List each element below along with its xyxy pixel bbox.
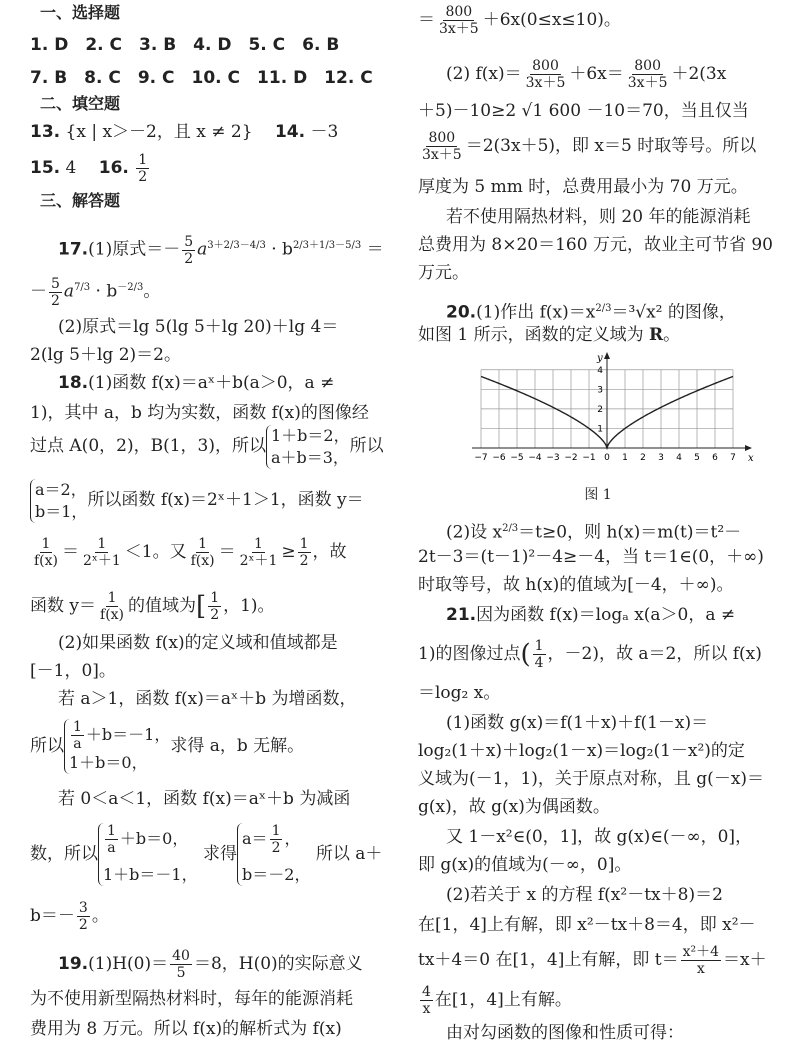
x-tick-label: −3 (546, 453, 560, 463)
q20-line5: 时取等号，故 h(x)的值域为[－4，＋∞)。 (418, 575, 734, 595)
q19-line6: ＋5)－10≥2 √1 600 －10＝70，当且仅当 (418, 101, 749, 121)
q16-label: 16. (98, 158, 129, 178)
x-axis-arrow (745, 445, 752, 451)
x-tick-label: −4 (528, 453, 542, 463)
q15-answer: 4 (65, 158, 77, 178)
x-tick-label: −2 (564, 453, 578, 463)
q20-line4: 2t－3＝(t－1)²－4≥－4，当 t＝1∈(0，＋∞) (418, 547, 764, 567)
x-tick-label: −1 (582, 453, 596, 463)
q21-line4: (1)函数 g(x)＝f(1＋x)＋f(1－x)＝ (446, 713, 709, 733)
q21-line14: 由对勾函数的图像和性质可得： (446, 1023, 684, 1043)
q21-line2: 1)的图像过点( $\frac{1}{4}$ ，－2)，故 a＝2，所以 f(x) (418, 638, 762, 671)
q18-line1: 18.(1)函数 f(x)＝aˣ＋b(a＞0，a ≠ (58, 373, 335, 393)
section-choice-title: 一、选择题 (40, 3, 121, 22)
section-fill-title: 二、填空题 (40, 94, 121, 113)
q19-line1: 19.(1)H(0)＝ $\frac{40}{5}$ ＝8，H(0)的实际意义 (58, 948, 363, 981)
answer-13-14 (30, 121, 382, 143)
q17-line2: － $\frac{5}{2}$ $a^{7/3} \cdot b^{-2/3}$。 (30, 275, 161, 309)
q19-line9: 若不使用隔热材料，则 20 年的能源消耗 (446, 207, 751, 227)
x-tick-label: −5 (510, 453, 524, 463)
x-tick-label: 1 (622, 453, 628, 463)
x-tick-label: 4 (676, 453, 682, 463)
q18-line13: b＝－ $\frac{3}{2}$ 。 (30, 900, 109, 933)
q21-line3: ＝log₂ x。 (418, 683, 501, 703)
q14-label: 14. (274, 122, 306, 142)
x-tick-label: 5 (694, 453, 700, 463)
y-axis-arrow (604, 352, 610, 359)
answer-15-16 (30, 150, 382, 186)
x-tick-label: 2 (640, 453, 646, 463)
q21-line11: 在[1，4]上有解，即 x²－tx＋8＝4，即 x²－ (418, 915, 756, 935)
q19-line5: (2) f(x)＝ $\frac{800}{3x+5}$ ＋6x＝ $\frac{800}{3x+5}$ ＋2(3x (446, 58, 727, 91)
q21-line9: 即 g(x)的值域为(－∞，0]。 (418, 855, 632, 875)
q18-line10: 所以 $\frac{1}{a}$ ＋b＝－1， 1＋b＝0， 求得 a，b 无解。 (30, 719, 305, 772)
x-tick-label: 3 (658, 453, 664, 463)
section-solution-title: 三、解答题 (40, 191, 121, 210)
q19-line7: $\frac{800}{3x+5}$ ＝2(3x＋5)，即 x＝5 时取等号。所以 (422, 130, 757, 163)
x-axis-label: x (748, 453, 754, 464)
q13-answer: {x | x＞－2，且 x ≠ 2} (65, 122, 253, 142)
x-tick-label: −6 (492, 453, 506, 463)
y-tick-label: 3 (597, 385, 603, 396)
q14-answer: －3 (310, 122, 339, 142)
q17-line3: (2)原式＝lg 5(lg 5＋lg 20)＋lg 4＝ (58, 317, 339, 337)
q13-label: 13. (30, 122, 61, 142)
q18-line7: (2)如果函数 f(x)的定义域和值域都是 (58, 633, 338, 653)
q17-line1: 17.(1)原式＝－ $\frac{5}{2}$ $a^{3+2/3-4/3} \cdot b^{2/3+1/3-5/3}$ ＝ (58, 233, 384, 267)
q21-line1: 21.因为函数 f(x)＝logₐ x(a＞0，a ≠ (446, 605, 736, 625)
q18-line9: 若 a＞1，函数 f(x)＝aˣ＋b 为增函数， (58, 689, 357, 709)
figure-caption: 图 1 (584, 487, 612, 503)
q18-line5: $\frac{1}{f(x)}$ ＝ $\frac{1}{\text{2ˣ＋1}}$ ＜1。又 $\frac{1}{f(x)}$ ＝ $\frac{1}{\text{2ˣ＋1}}$ ≥ $\frac{1}{2}$ ，故 (34, 536, 347, 569)
x-tick-label: −7 (474, 453, 488, 463)
choice-answers-row1: 1. D 2. C 3. B 4. D 5. C 6. B (30, 35, 340, 55)
q18-line2: 1)，其中 a，b 均为实数，函数 f(x)的图像经 (30, 403, 369, 423)
q20-line2: 如图 1 所示，函数的定义域为 R。 (418, 325, 681, 345)
y-axis-label: y (597, 353, 603, 364)
x-tick-label: 7 (730, 453, 736, 463)
y-tick-label: 2 (597, 404, 603, 415)
q19-line11: 万元。 (418, 263, 469, 283)
q21-line7: g(x)，故 g(x)为偶函数。 (418, 797, 610, 817)
x-tick-label: 0 (604, 453, 610, 463)
q16-fraction: $\frac{1}{2}$ (138, 152, 148, 185)
y-tick-label: 1 (597, 424, 603, 435)
choice-answers-row2: 7. B 8. C 9. C 10. C 11. D 12. C (30, 68, 373, 88)
chart-axes (472, 352, 754, 464)
q15-label: 15. (30, 158, 61, 178)
q20-line3: (2)设 $x^{2/3}=t\ge 0$，则 h(x)＝m(t)＝t²－ (446, 522, 742, 543)
q18-line8: [－1，0]。 (30, 661, 116, 681)
q19-line3: 费用为 8 万元。所以 f(x)的解析式为 f(x) (30, 1019, 342, 1039)
q20-line1: 20.(1)作出 $f(x)=x^{2/3}=^3√x^2$ 的图像， (446, 302, 736, 323)
q18-line4: a＝2， b＝1， 所以函数 f(x)＝2ˣ＋1＞1，函数 y＝ (30, 476, 382, 524)
q18-line3: 过点 A(0，2)，B(1，3)，所以 1＋b＝2， a＋b＝3， 所以 (30, 425, 384, 467)
q19-line4: ＝ $\frac{800}{3x+5}$ ＋6x(0≤x≤10)。 (418, 4, 621, 37)
q18-line12: 数，所以 $\frac{1}{a}$ ＋b＝0， 1＋b＝－1， 求得 a＝ $\frac{1}{2}$ ， b＝－2， 所以 a＋ (30, 823, 383, 884)
q21-line13: $\frac{4}{x}$ 在[1，4]上有解。 (422, 984, 572, 1017)
y-tick-label: 4 (597, 365, 603, 376)
figure-1-graph (458, 352, 758, 470)
q19-line2: 为不使用新型隔热材料时，每年的能源消耗 (30, 989, 353, 1009)
q21-line8: 又 1－x²∈(0，1]，故 g(x)∈(－∞，0]， (446, 827, 753, 847)
q17-line4: 2(lg 5＋lg 2)＝2。 (30, 345, 181, 365)
q21-line6: 义域为(－1，1)，关于原点对称，且 g(－x)＝ (418, 769, 765, 789)
q18-line11: 若 0＜a＜1，函数 f(x)＝aˣ＋b 为减函 (58, 789, 351, 809)
q21-line12: tx＋4＝0 在[1，4]上有解，即 t＝ $\frac{\text{x²＋4}}{x}$ ＝x＋ (418, 944, 767, 977)
q19-line10: 总费用为 8×20＝160 万元，故业主可节省 90 (418, 235, 773, 255)
q19-line8: 厚度为 5 mm 时，总费用最小为 70 万元。 (418, 177, 748, 197)
q21-line10: (2)若关于 x 的方程 f(x²－tx＋8)＝2 (446, 885, 723, 905)
q21-line5: log₂(1＋x)＋log₂(1－x)＝log₂(1－x²)的定 (418, 741, 745, 761)
x-tick-label: 6 (712, 453, 718, 463)
q18-line6: 函数 y＝ $\frac{1}{f(x)}$ 的值域为[ $\frac{1}{2}$ ，1)。 (30, 590, 275, 623)
